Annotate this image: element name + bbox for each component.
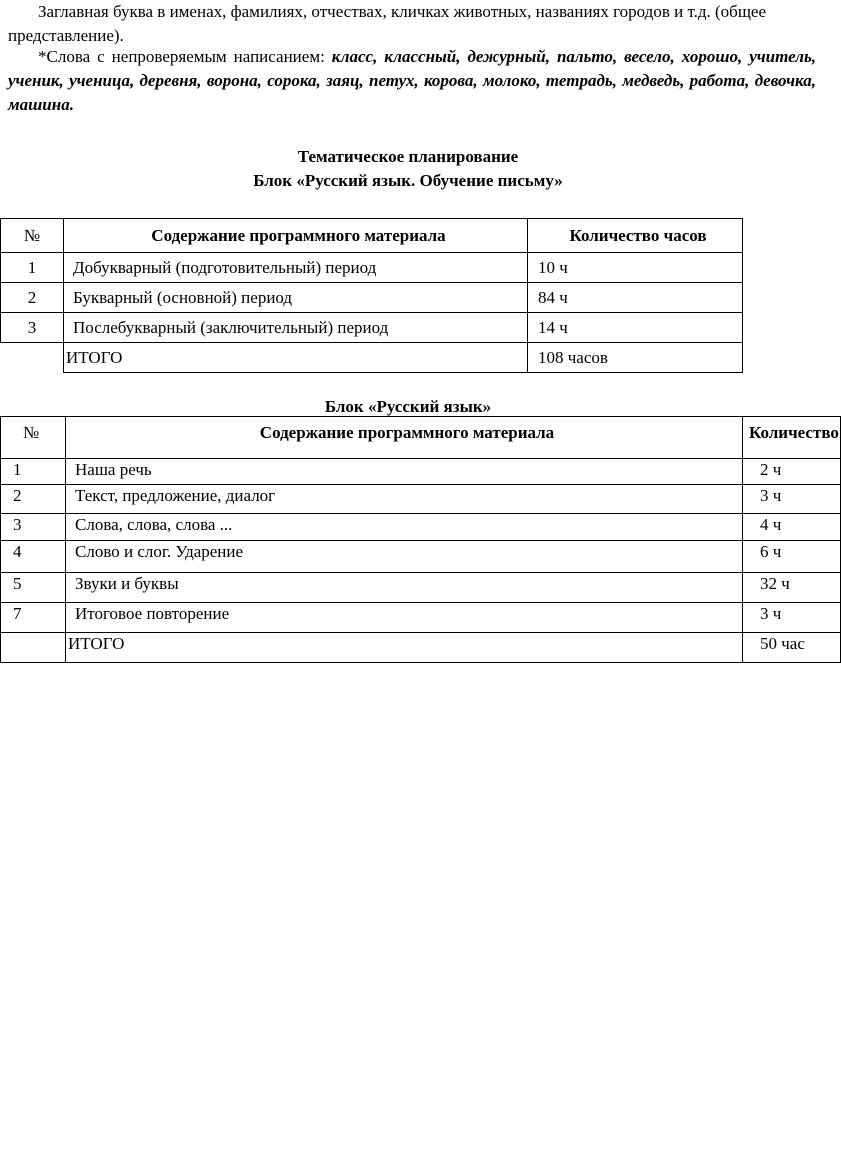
row-hours: 3 ч — [743, 603, 841, 633]
table-row — [1, 573, 841, 603]
table-row — [1, 313, 743, 343]
header-content: Содержание программного материала — [64, 219, 528, 253]
row-number: 2 — [1, 283, 64, 313]
thematic-planning-title: Тематическое планирование — [297, 147, 519, 166]
table-row — [1, 283, 743, 313]
row-content: Добукварный (подготовительный) период — [64, 253, 528, 283]
total-empty-cell — [1, 633, 66, 663]
row-number: 3 — [1, 313, 64, 343]
total-label: ИТОГО — [66, 633, 743, 663]
row-hours: 84 ч — [528, 283, 743, 313]
total-empty-cell — [1, 343, 64, 373]
row-hours: 10 ч — [528, 253, 743, 283]
row-number: 4 — [1, 541, 66, 573]
row-number: 2 — [1, 485, 66, 514]
row-content: Наша речь — [66, 459, 743, 485]
total-label: ИТОГО — [64, 343, 528, 373]
table-row — [1, 603, 841, 633]
table-header-row — [1, 219, 743, 253]
row-content: Звуки и буквы — [66, 573, 743, 603]
row-hours: 3 ч — [743, 485, 841, 514]
row-content: Итоговое повторение — [66, 603, 743, 633]
row-hours: 32 ч — [743, 573, 841, 603]
writing-block-table — [0, 218, 743, 373]
block2-title: Блок «Русский язык» — [324, 397, 492, 416]
capital-letter-rule: Заглавная буква в именах, фамилиях, отчествах, кличках животных, названиях городов и т.д. (общее представление). — [8, 2, 766, 45]
row-number: 1 — [1, 459, 66, 485]
header-content: Содержание программного материала — [66, 417, 743, 459]
row-content: Слово и слог. Ударение — [66, 541, 743, 573]
row-hours: 6 ч — [743, 541, 841, 573]
row-content: Текст, предложение, диалог — [66, 485, 743, 514]
table-row — [1, 541, 841, 573]
total-hours: 108 часов — [528, 343, 743, 373]
row-content: Букварный (основной) период — [64, 283, 528, 313]
table-row — [1, 253, 743, 283]
total-hours: 50 час — [743, 633, 841, 663]
header-number: № — [1, 219, 64, 253]
row-number: 1 — [1, 253, 64, 283]
difficult-words-paragraph — [8, 45, 816, 117]
row-number: 7 — [1, 603, 66, 633]
table-header-row — [1, 417, 841, 459]
table-row — [1, 514, 841, 541]
header-hours: Количество — [743, 417, 841, 459]
row-hours: 4 ч — [743, 514, 841, 541]
difficult-words-list: класс, классный, дежурный, пальто, весело, хорошо, учитель, ученик, ученица, деревня, ворона, сорока, заяц, петух, корова, молоко, тетрадь, медведь, работа, девочка, машина. — [8, 47, 816, 114]
block1-title: Блок «Русский язык. Обучение письму» — [253, 171, 563, 190]
header-hours: Количество часов — [528, 219, 743, 253]
table-total-row — [1, 633, 841, 663]
difficult-words-label: *Слова с непроверяемым написанием: — [38, 47, 325, 66]
table-row — [1, 459, 841, 485]
row-content: Послебукварный (заключительный) период — [64, 313, 528, 343]
row-number: 3 — [1, 514, 66, 541]
row-number: 5 — [1, 573, 66, 603]
row-content: Слова, слова, слова ... — [66, 514, 743, 541]
header-number: № — [1, 417, 66, 459]
row-hours: 14 ч — [528, 313, 743, 343]
table-total-row — [1, 343, 743, 373]
row-hours: 2 ч — [743, 459, 841, 485]
table-row — [1, 485, 841, 514]
russian-block-table — [0, 416, 841, 663]
